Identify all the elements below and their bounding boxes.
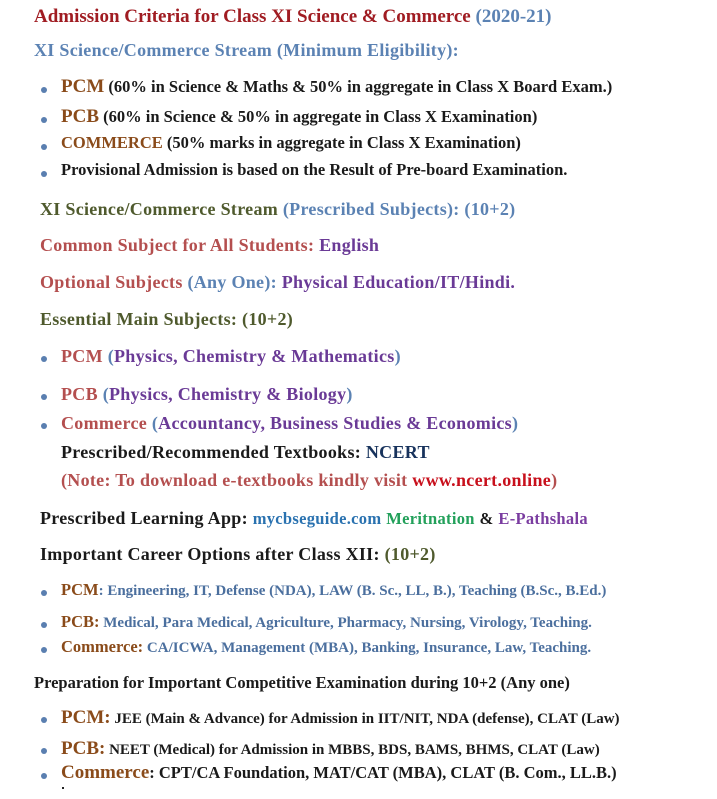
optional-subjects-value: Physical Education/IT/Hindi. <box>281 272 516 292</box>
prescribed-heading <box>40 199 515 220</box>
career-text: Medical, Para Medical, Agriculture, Pharmacy, Nursing, Virology, Teaching. <box>99 615 592 631</box>
paren-close: ) <box>511 413 519 433</box>
eligibility-item-commerce <box>61 133 521 153</box>
paren-open: ( <box>102 384 110 404</box>
ncert-link[interactable]: www.ncert.online <box>412 470 552 490</box>
app-epathshala: E-Pathshala <box>498 509 588 528</box>
ampersand: & <box>479 509 494 528</box>
exam-item-commerce <box>61 762 617 784</box>
page-title <box>34 6 551 28</box>
eligibility-label: COMMERCE <box>61 133 163 152</box>
eligibility-text: (60% in Science & Maths & 50% in aggregate in Class X Board Exam.) <box>108 77 613 96</box>
career-item-pcb <box>61 612 592 632</box>
optional-subjects <box>40 272 515 293</box>
career-text: CA/ICWA, Management (MBA), Banking, Insurance, Law, Teaching. <box>143 640 592 656</box>
exam-item-pcb <box>61 738 600 760</box>
textbooks-label: Prescribed/Recommended Textbooks: <box>61 442 362 462</box>
main-subject-label: PCM <box>61 346 103 366</box>
app-meritnation: Meritnation <box>386 509 475 528</box>
career-label: Commerce: <box>61 637 144 656</box>
textbooks-value: NCERT <box>365 442 430 462</box>
bullet-icon <box>41 144 47 150</box>
eligibility-item-provisional: Provisional Admission is based on the Result of Pre-board Examination. <box>61 160 568 179</box>
bullet-icon <box>41 773 47 779</box>
career-label: PCM <box>61 580 99 599</box>
title-main: Admission Criteria for Class XI Science & Commerce <box>34 6 471 27</box>
essential-subjects-label: Essential Main Subjects: <box>40 309 238 329</box>
bullet-icon <box>41 647 47 653</box>
eligibility-text: (60% in Science & 50% in aggregate in Class X Examination) <box>103 107 538 126</box>
main-subject-text: Accountancy, Business Studies & Economics <box>158 413 512 433</box>
main-subject-pcb <box>61 384 353 405</box>
main-subject-pcm <box>61 346 401 367</box>
bullet-icon <box>41 622 47 628</box>
learning-app <box>40 508 588 529</box>
essential-subjects-paren: (10+2) <box>242 309 294 329</box>
exam-text: JEE (Main & Advance) for Admission in IIT/NIT, NDA (defense), CLAT (Law) <box>110 711 620 727</box>
eligibility-text: (50% marks in aggregate in Class X Examination) <box>166 133 521 152</box>
main-subject-commerce <box>61 413 518 434</box>
bullet-icon <box>41 394 47 400</box>
exams-heading: Preparation for Important Competitive Examination during 10+2 (Any one) <box>34 673 570 692</box>
prescribed-heading-paren: (Prescribed Subjects): (10+2) <box>282 199 516 219</box>
eligibility-label: PCM <box>61 76 105 97</box>
career-label: PCB: <box>61 612 100 631</box>
app-mycbseguide: mycbseguide.com <box>252 509 382 528</box>
bullet-icon <box>41 171 47 177</box>
bullet-icon <box>41 423 47 429</box>
eligibility-label: PCB <box>61 106 99 127</box>
common-subject-value: English <box>319 235 380 255</box>
career-item-pcm <box>61 580 606 600</box>
bullet-icon <box>41 356 47 362</box>
eligibility-item-pcm <box>61 76 612 98</box>
career-text: : Engineering, IT, Defense (NDA), LAW (B. Sc., LL, B.), Teaching (B.Sc., B.Ed.) <box>98 583 607 599</box>
title-year: (2020-21) <box>475 6 552 27</box>
exam-label: Commerce <box>61 762 150 783</box>
bullet-icon <box>41 87 47 93</box>
paren-open: ( <box>151 413 159 433</box>
common-subject <box>40 235 379 256</box>
textbooks-note-text: (Note: To download e-textbooks kindly visit <box>61 470 408 490</box>
textbooks-note <box>61 470 557 491</box>
exam-label: PCB: <box>61 738 106 759</box>
essential-subjects <box>40 309 293 330</box>
exam-label: PCM: <box>61 707 111 728</box>
paren-close: ) <box>394 346 401 366</box>
bullet-icon <box>41 717 47 723</box>
careers-heading-paren: (10+2) <box>384 544 436 564</box>
careers-heading-text: Important Career Options after Class XII: <box>40 544 380 564</box>
paren-open: ( <box>107 346 114 366</box>
careers-heading <box>40 544 436 565</box>
bullet-icon <box>41 117 47 123</box>
exam-text: : CPT/CA Foundation, MAT/CAT (MBA), CLAT (B. Com., LL.B.) <box>149 763 617 782</box>
main-subject-label: Commerce <box>61 413 148 433</box>
bullet-icon <box>41 590 47 596</box>
learning-app-label: Prescribed Learning App: <box>40 508 248 528</box>
bullet-icon <box>41 748 47 754</box>
main-subject-label: PCB <box>61 384 98 404</box>
exam-text: NEET (Medical) for Admission in MBBS, BDS, BAMS, BHMS, CLAT (Law) <box>105 742 600 758</box>
main-subject-text: Physics, Chemistry & Biology <box>109 384 347 404</box>
eligibility-heading: XI Science/Commerce Stream (Minimum Eligibility): <box>34 40 459 60</box>
main-subject-text: Physics, Chemistry & Mathematics <box>114 346 395 366</box>
optional-subjects-paren: (Any One): <box>187 272 277 292</box>
career-item-commerce <box>61 637 591 657</box>
optional-subjects-label: Optional Subjects <box>40 272 183 292</box>
eligibility-item-pcb <box>61 106 537 128</box>
textbooks-note-close: ) <box>551 470 558 490</box>
common-subject-label: Common Subject for All Students: <box>40 235 315 255</box>
textbooks <box>61 442 430 463</box>
stray-dot <box>62 787 64 789</box>
prescribed-heading-main: XI Science/Commerce Stream <box>40 199 279 219</box>
paren-close: ) <box>346 384 353 404</box>
exam-item-pcm <box>61 707 620 729</box>
